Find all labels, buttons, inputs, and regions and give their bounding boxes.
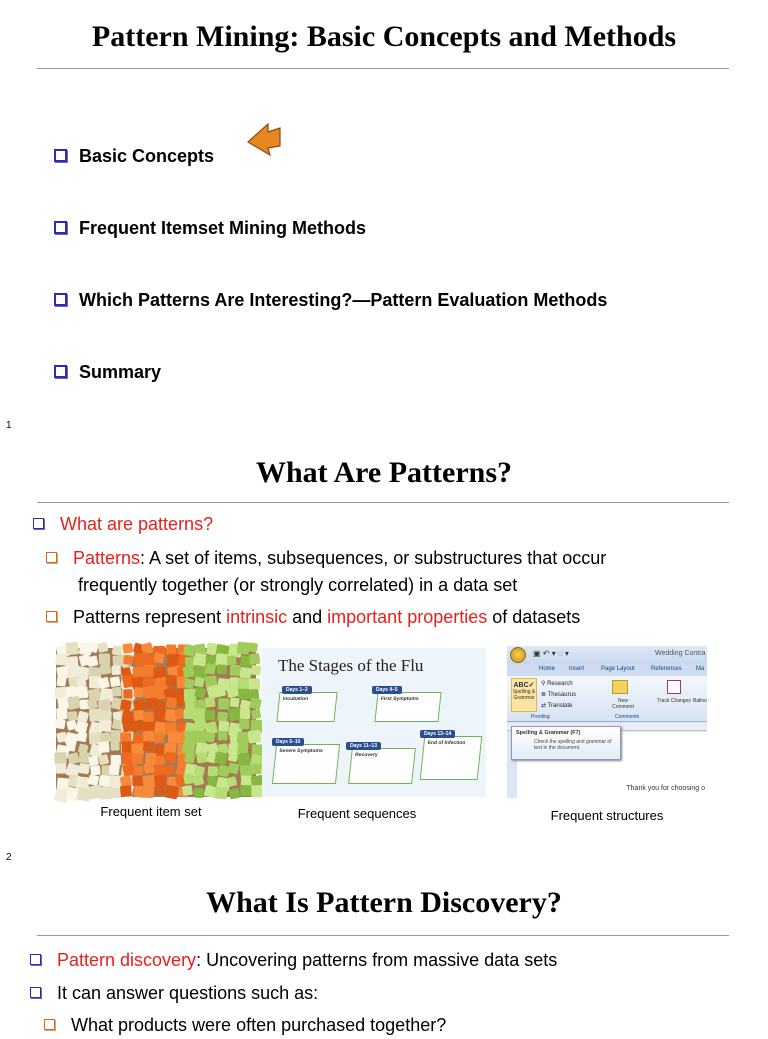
- tooltip-title: Spelling & Grammar (F7): [516, 730, 581, 736]
- comments-group-label: Comments: [615, 714, 640, 720]
- word-ribbon-image: [507, 646, 707, 798]
- flu-stages-image: [262, 648, 486, 797]
- checkbox-bullet-icon: [46, 611, 57, 622]
- word-tab: Ma: [696, 666, 705, 672]
- flu-tag: Days 6–10: [272, 738, 304, 746]
- flu-box-title: Severe Symptoms: [279, 748, 324, 754]
- definition-line: [46, 545, 606, 572]
- slide1-title: Pattern Mining: Basic Concepts and Methods: [91, 20, 677, 53]
- products-text: What products were often purchased together?: [71, 1015, 447, 1035]
- definition-text: : A set of items, subsequences, or substructures that occur: [140, 548, 607, 568]
- discovery-line: [30, 947, 557, 974]
- definition-line-2: frequently together (or strongly correlated) in a data set: [78, 575, 518, 595]
- flu-box-title: First Symptoms: [380, 696, 419, 702]
- new-comment-icon: [612, 680, 628, 694]
- agenda-item: [54, 362, 161, 383]
- text: Patterns represent: [73, 607, 227, 627]
- slide1-title-rule: [37, 68, 729, 69]
- important-term: important properties: [327, 607, 488, 627]
- office-button-icon: [510, 647, 526, 663]
- tooltip-body: Check the spelling and grammar of text in the document.: [534, 739, 612, 751]
- proofing-group-label: Proofing: [531, 714, 550, 720]
- question-label: What are patterns?: [60, 514, 214, 534]
- checkbox-bullet-icon: [30, 987, 41, 998]
- properties-line: [46, 604, 580, 631]
- discovery-text: : Uncovering patterns from massive data sets: [196, 950, 558, 970]
- checkbox-bullet-icon: [44, 1019, 55, 1030]
- flu-tag: Days 1–3: [282, 686, 312, 694]
- diced-vegetables-icon: [56, 648, 256, 797]
- caption-structures: Frequent structures: [550, 808, 664, 823]
- word-tab: Insert: [569, 666, 585, 672]
- checkbox-bullet-icon: [54, 221, 67, 234]
- discovery-term: Pattern discovery: [57, 950, 197, 970]
- agenda-item: [54, 146, 214, 167]
- flu-box-title: Incubation: [282, 696, 309, 702]
- checkbox-bullet-icon: [54, 293, 67, 306]
- slide3-title: What Is Pattern Discovery?: [206, 886, 562, 919]
- vegetables-image: [56, 648, 256, 797]
- questions-text: It can answer questions such as:: [57, 983, 319, 1003]
- question-line: [33, 511, 213, 538]
- track-changes-icon: [667, 680, 681, 694]
- products-line: [44, 1012, 446, 1039]
- thesaurus-icon: ≣: [541, 692, 547, 698]
- flu-stage-box: [276, 692, 337, 722]
- proofing-list: [541, 679, 576, 712]
- caption-item-set: Frequent item set: [100, 804, 202, 819]
- flu-stage-box: [420, 736, 483, 780]
- slide2-title: What Are Patterns?: [255, 456, 513, 489]
- flu-tag: Days 11–13: [346, 742, 381, 750]
- new-comment-label: New Comment: [612, 698, 634, 710]
- patterns-term: Patterns: [73, 548, 141, 568]
- proofing-item: Thesaurus: [547, 692, 576, 698]
- translate-icon: ⇄: [541, 703, 547, 709]
- word-tab: References: [651, 666, 682, 672]
- proofing-item: Research: [547, 681, 573, 687]
- abc-check-icon: ABC✓: [513, 682, 535, 689]
- checkbox-bullet-icon: [54, 365, 67, 378]
- questions-line: [30, 980, 318, 1007]
- text: and: [287, 607, 328, 627]
- track-changes-label: Track Changes: [657, 698, 691, 704]
- proofing-item: Translate: [547, 703, 573, 709]
- agenda-item: [54, 218, 366, 239]
- document-text: Thank you for choosing o: [626, 785, 705, 792]
- caption-sequences: Frequent sequences: [297, 806, 417, 821]
- agenda-item-label: Frequent Itemset Mining Methods: [79, 218, 367, 238]
- orange-arrow-icon: [246, 122, 282, 156]
- word-tab: Home: [539, 666, 556, 672]
- flu-stage-box: [374, 692, 441, 722]
- page-number: 1: [6, 420, 12, 431]
- agenda-item-label: Which Patterns Are Interesting?—Pattern Evaluation Methods: [79, 290, 608, 310]
- flu-tag: Days 13–14: [420, 730, 455, 738]
- flu-box-title: End of Infection: [427, 740, 466, 746]
- agenda-item-label: Basic Concepts: [79, 146, 215, 166]
- tooltip: [511, 726, 621, 760]
- quick-access-icons: ▣ ↶ ▾ ◌ ▾: [533, 649, 569, 658]
- checkbox-bullet-icon: [46, 552, 57, 563]
- flu-box-title: Recovery: [354, 752, 378, 758]
- checkbox-bullet-icon: [54, 149, 67, 162]
- agenda-item-label: Summary: [79, 362, 162, 382]
- word-tab: Page Layout: [601, 666, 635, 672]
- slide3-title-rule: [37, 935, 729, 936]
- checkbox-bullet-icon: [33, 518, 44, 529]
- agenda-item: [54, 290, 607, 311]
- flu-heading: The Stages of the Flu: [278, 656, 424, 675]
- spelling-label: Spelling & Grammar: [512, 689, 536, 701]
- slide2-title-rule: [37, 502, 729, 503]
- text: of datasets: [487, 607, 581, 627]
- spelling-button: [511, 678, 537, 712]
- flu-tag: Days 4–5: [372, 686, 402, 694]
- research-icon: ⚲: [541, 681, 546, 687]
- flu-stage-box: [272, 744, 340, 784]
- page-number: 2: [6, 852, 12, 863]
- balloons-label: Balloo: [693, 698, 707, 704]
- word-titlebar: [507, 646, 707, 664]
- word-tabs: [507, 664, 707, 676]
- word-title-text: Wedding Contra: [655, 650, 706, 657]
- word-ribbon: [507, 676, 707, 722]
- checkbox-bullet-icon: [30, 954, 41, 965]
- intrinsic-term: intrinsic: [226, 607, 288, 627]
- flu-stage-box: [348, 748, 416, 784]
